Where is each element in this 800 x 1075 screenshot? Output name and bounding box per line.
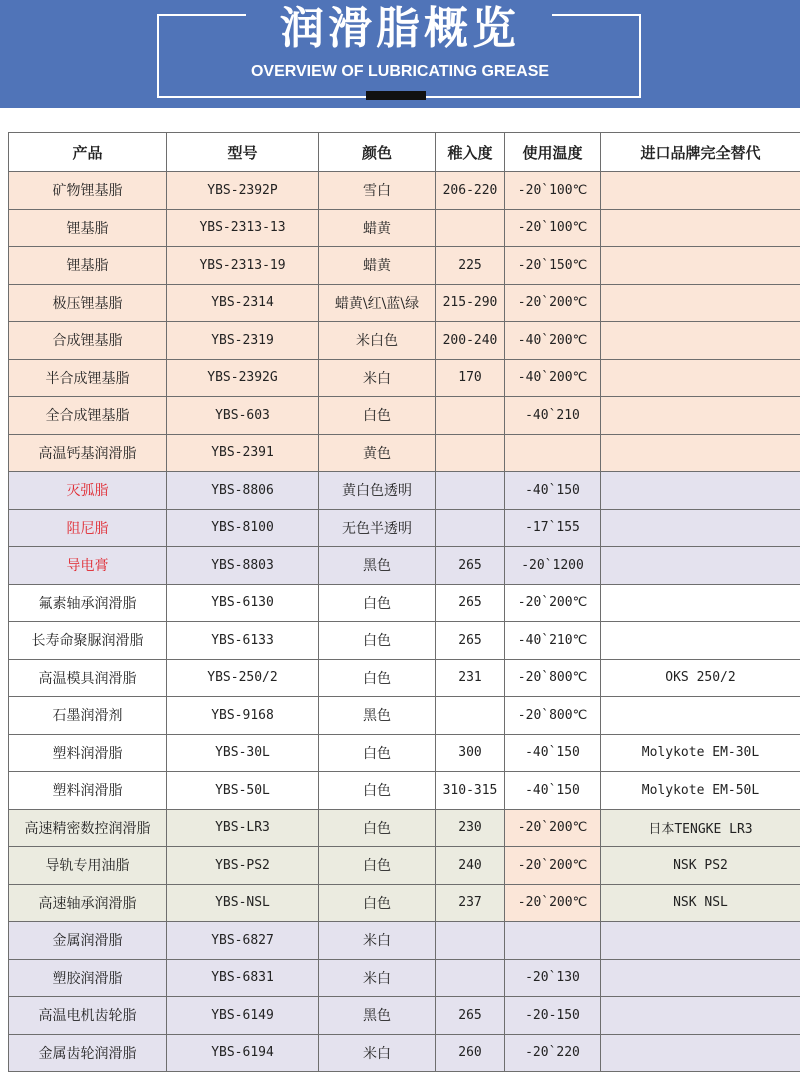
cell-color: 黄色 (319, 434, 436, 472)
cell-penetration: 200-240 (436, 322, 505, 360)
cell-penetration: 225 (436, 247, 505, 285)
cell-temperature: -20`200℃ (505, 847, 601, 885)
cell-product: 高温钙基润滑脂 (9, 434, 167, 472)
cell-temperature: -40`150 (505, 734, 601, 772)
header-temperature: 使用温度 (505, 133, 601, 172)
cell-model: YBS-2391 (167, 434, 319, 472)
cell-temperature: -20`200℃ (505, 584, 601, 622)
cell-product: 高温模具润滑脂 (9, 659, 167, 697)
cell-product: 锂基脂 (9, 247, 167, 285)
table-row (9, 697, 800, 735)
cell-color: 无色半透明 (319, 509, 436, 547)
cell-model: YBS-8100 (167, 509, 319, 547)
cell-color: 米白色 (319, 322, 436, 360)
cell-import-brand (601, 247, 800, 285)
cell-color: 黄白色透明 (319, 472, 436, 510)
cell-temperature: -40`210 (505, 397, 601, 435)
cell-penetration (436, 209, 505, 247)
cell-model: YBS-6831 (167, 959, 319, 997)
cell-product: 高速轴承润滑脂 (9, 884, 167, 922)
header-color: 颜色 (319, 133, 436, 172)
cell-color: 黑色 (319, 547, 436, 585)
cell-product: 高温电机齿轮脂 (9, 997, 167, 1035)
cell-color: 白色 (319, 772, 436, 810)
table-row (9, 509, 800, 547)
cell-product: 高速精密数控润滑脂 (9, 809, 167, 847)
cell-color: 蜡黄\红\蓝\绿 (319, 284, 436, 322)
cell-penetration: 231 (436, 659, 505, 697)
cell-import-brand (601, 209, 800, 247)
cell-temperature: -20`800℃ (505, 697, 601, 735)
cell-import-brand (601, 284, 800, 322)
table-row (9, 322, 800, 360)
cell-import-brand (601, 472, 800, 510)
page-subtitle: OVERVIEW OF LUBRICATING GREASE (250, 63, 550, 80)
cell-product: 锂基脂 (9, 209, 167, 247)
cell-model: YBS-603 (167, 397, 319, 435)
cell-penetration: 310-315 (436, 772, 505, 810)
cell-import-brand: Molykote EM-50L (601, 772, 800, 810)
cell-color: 米白 (319, 922, 436, 960)
cell-penetration (436, 959, 505, 997)
cell-model: YBS-6827 (167, 922, 319, 960)
header-banner (0, 0, 800, 108)
header-import-brand: 进口品牌完全替代 (601, 133, 800, 172)
cell-product: 金属润滑脂 (9, 922, 167, 960)
cell-import-brand: OKS 250/2 (601, 659, 800, 697)
cell-import-brand (601, 1034, 800, 1072)
cell-model: YBS-2319 (167, 322, 319, 360)
cell-model: YBS-LR3 (167, 809, 319, 847)
cell-penetration (436, 697, 505, 735)
cell-color: 白色 (319, 659, 436, 697)
cell-temperature: -20`100℃ (505, 209, 601, 247)
cell-import-brand (601, 509, 800, 547)
cell-temperature (505, 434, 601, 472)
cell-import-brand: NSK NSL (601, 884, 800, 922)
grease-table (8, 132, 800, 1072)
table-row (9, 472, 800, 510)
cell-temperature: -20-150 (505, 997, 601, 1035)
cell-model: YBS-6133 (167, 622, 319, 660)
cell-temperature: -40`150 (505, 772, 601, 810)
cell-temperature: -20`200℃ (505, 284, 601, 322)
cell-color: 米白 (319, 359, 436, 397)
cell-color: 蜡黄 (319, 209, 436, 247)
cell-penetration (436, 472, 505, 510)
cell-import-brand (601, 959, 800, 997)
table-row (9, 659, 800, 697)
cell-penetration: 230 (436, 809, 505, 847)
cell-import-brand: NSK PS2 (601, 847, 800, 885)
cell-penetration (436, 509, 505, 547)
cell-temperature: -20`200℃ (505, 884, 601, 922)
cell-model: YBS-PS2 (167, 847, 319, 885)
cell-temperature: -40`200℃ (505, 322, 601, 360)
cell-color: 白色 (319, 809, 436, 847)
cell-color: 白色 (319, 884, 436, 922)
cell-penetration: 265 (436, 547, 505, 585)
cell-product: 氟素轴承润滑脂 (9, 584, 167, 622)
cell-color: 雪白 (319, 172, 436, 210)
cell-penetration: 170 (436, 359, 505, 397)
cell-temperature (505, 922, 601, 960)
cell-temperature: -40`150 (505, 472, 601, 510)
table-row (9, 284, 800, 322)
cell-import-brand (601, 547, 800, 585)
cell-color: 米白 (319, 1034, 436, 1072)
cell-penetration: 265 (436, 997, 505, 1035)
cell-product: 导电膏 (9, 547, 167, 585)
cell-import-brand (601, 434, 800, 472)
table-row (9, 172, 800, 210)
cell-product: 半合成锂基脂 (9, 359, 167, 397)
cell-temperature: -17`155 (505, 509, 601, 547)
cell-penetration: 260 (436, 1034, 505, 1072)
title-underbar (366, 91, 426, 100)
table-row (9, 359, 800, 397)
table-row (9, 959, 800, 997)
cell-color: 白色 (319, 734, 436, 772)
cell-import-brand (601, 997, 800, 1035)
table-row (9, 397, 800, 435)
cell-import-brand (601, 359, 800, 397)
cell-temperature: -20`200℃ (505, 809, 601, 847)
cell-import-brand: Molykote EM-30L (601, 734, 800, 772)
table-body (9, 172, 800, 1072)
cell-model: YBS-6149 (167, 997, 319, 1035)
cell-penetration (436, 397, 505, 435)
cell-import-brand (601, 584, 800, 622)
cell-import-brand: 日本TENGKE LR3 (601, 809, 800, 847)
cell-color: 白色 (319, 847, 436, 885)
table-header-row (9, 133, 800, 172)
cell-temperature: -20`800℃ (505, 659, 601, 697)
table-row (9, 247, 800, 285)
header-model: 型号 (167, 133, 319, 172)
cell-penetration (436, 922, 505, 960)
cell-color: 黑色 (319, 697, 436, 735)
cell-temperature: -20`130 (505, 959, 601, 997)
cell-import-brand (601, 697, 800, 735)
cell-import-brand (601, 622, 800, 660)
cell-product: 阻尼脂 (9, 509, 167, 547)
table-row (9, 734, 800, 772)
table-row (9, 884, 800, 922)
cell-product: 灭弧脂 (9, 472, 167, 510)
cell-product: 长寿命聚脲润滑脂 (9, 622, 167, 660)
cell-model: YBS-6130 (167, 584, 319, 622)
cell-product: 矿物锂基脂 (9, 172, 167, 210)
cell-color: 白色 (319, 584, 436, 622)
cell-temperature: -40`210℃ (505, 622, 601, 660)
cell-product: 极压锂基脂 (9, 284, 167, 322)
table-row (9, 809, 800, 847)
cell-penetration: 265 (436, 622, 505, 660)
cell-product: 金属齿轮润滑脂 (9, 1034, 167, 1072)
cell-temperature: -40`200℃ (505, 359, 601, 397)
table-row (9, 622, 800, 660)
cell-penetration (436, 434, 505, 472)
table-row (9, 209, 800, 247)
cell-color: 白色 (319, 622, 436, 660)
cell-product: 全合成锂基脂 (9, 397, 167, 435)
cell-temperature: -20`150℃ (505, 247, 601, 285)
cell-product: 石墨润滑剂 (9, 697, 167, 735)
cell-model: YBS-2313-13 (167, 209, 319, 247)
cell-model: YBS-8803 (167, 547, 319, 585)
cell-model: YBS-2314 (167, 284, 319, 322)
cell-import-brand (601, 397, 800, 435)
cell-model: YBS-9168 (167, 697, 319, 735)
cell-color: 米白 (319, 959, 436, 997)
cell-model: YBS-2392P (167, 172, 319, 210)
header-penetration: 稚入度 (436, 133, 505, 172)
cell-penetration: 240 (436, 847, 505, 885)
cell-penetration: 215-290 (436, 284, 505, 322)
table-row (9, 584, 800, 622)
cell-product: 导轨专用油脂 (9, 847, 167, 885)
table-row (9, 997, 800, 1035)
cell-penetration: 206-220 (436, 172, 505, 210)
cell-product: 合成锂基脂 (9, 322, 167, 360)
cell-model: YBS-250/2 (167, 659, 319, 697)
cell-model: YBS-8806 (167, 472, 319, 510)
cell-model: YBS-6194 (167, 1034, 319, 1072)
cell-penetration: 237 (436, 884, 505, 922)
table-row (9, 847, 800, 885)
cell-model: YBS-50L (167, 772, 319, 810)
table-row (9, 1034, 800, 1072)
cell-import-brand (601, 322, 800, 360)
table-row (9, 547, 800, 585)
cell-temperature: -20`100℃ (505, 172, 601, 210)
table-row (9, 922, 800, 960)
cell-temperature: -20`1200 (505, 547, 601, 585)
header-product: 产品 (9, 133, 167, 172)
cell-product: 塑料润滑脂 (9, 734, 167, 772)
cell-model: YBS-2392G (167, 359, 319, 397)
table-row (9, 434, 800, 472)
cell-color: 黑色 (319, 997, 436, 1035)
cell-import-brand (601, 172, 800, 210)
cell-penetration: 265 (436, 584, 505, 622)
table-row (9, 772, 800, 810)
cell-import-brand (601, 922, 800, 960)
cell-model: YBS-2313-19 (167, 247, 319, 285)
cell-product: 塑料润滑脂 (9, 772, 167, 810)
cell-model: YBS-30L (167, 734, 319, 772)
page-title: 润滑脂概览 (280, 3, 520, 54)
cell-model: YBS-NSL (167, 884, 319, 922)
cell-penetration: 300 (436, 734, 505, 772)
cell-color: 白色 (319, 397, 436, 435)
cell-product: 塑胶润滑脂 (9, 959, 167, 997)
cell-temperature: -20`220 (505, 1034, 601, 1072)
cell-color: 蜡黄 (319, 247, 436, 285)
